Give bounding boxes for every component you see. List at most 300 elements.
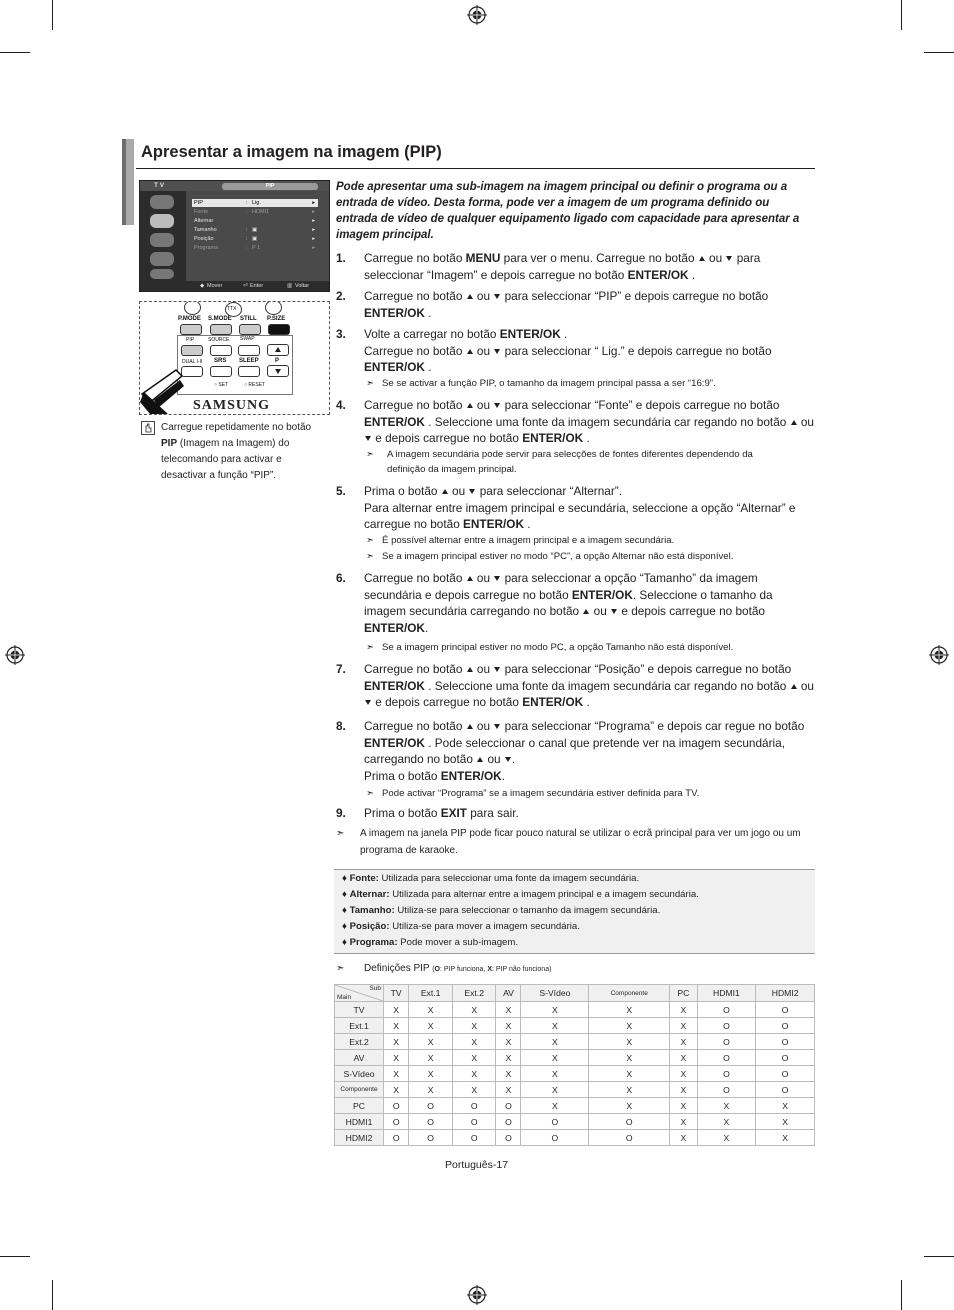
table-cell: X: [496, 1034, 521, 1050]
step-text-part: e depois carregue no botão: [618, 604, 765, 618]
step-key: ENTER/OK: [522, 431, 584, 445]
table-row-header: TV: [335, 1002, 384, 1018]
tv-menu-row: [192, 217, 318, 225]
arrow-up-icon: [467, 724, 473, 729]
step-text: [364, 570, 816, 636]
crop-mark: [52, 0, 53, 30]
step-text-part: .: [688, 267, 696, 282]
step-note: [366, 640, 733, 655]
info-desc: Pode mover a sub-imagem.: [397, 937, 519, 948]
step-text: [364, 718, 816, 784]
remote-channel-up-button[interactable]: [267, 344, 289, 356]
remote-ttx-label: TTX: [227, 306, 237, 312]
table-cell: O: [697, 1018, 756, 1034]
remote-set-label: ○ SET: [214, 382, 229, 388]
tv-menu-row-value: ▣: [252, 227, 258, 233]
arrow-down-icon: [726, 256, 732, 261]
tv-menu-row-arrow-icon: ▸: [312, 200, 315, 206]
table-cell: X: [496, 1066, 521, 1082]
info-desc: Utiliza-se para seleccionar o tamanho da imagem secundária.: [394, 905, 661, 916]
tv-menu-row-value: Lig.: [252, 200, 261, 206]
remote-srs-label: SRS: [214, 358, 227, 364]
remote-still-button[interactable]: [239, 324, 261, 335]
step-text-part: Carregue no botão: [364, 343, 466, 358]
arrow-down-icon: [494, 403, 500, 408]
step-key: ENTER/OK: [463, 517, 525, 531]
table-cell: X: [589, 1066, 670, 1082]
step-text-part: para seleccionar a opção “Tamanho” da imagem secundária e depois carregue no botão: [364, 571, 758, 602]
page-title: Apresentar a imagem na imagem (PIP): [141, 143, 442, 161]
arrow-down-icon: [494, 724, 500, 729]
step-text-part: para seleccionar “PIP” e depois carregue no botão: [501, 289, 769, 303]
tv-menu-row-value: HDMI1: [252, 209, 270, 215]
step-text-part: Prima o botão: [364, 484, 441, 498]
table-cell: O: [496, 1114, 521, 1130]
arrow-down-icon: [494, 294, 500, 299]
table-cell: X: [496, 1082, 521, 1098]
title-rule: [136, 168, 815, 169]
tv-menu-input-icon: [150, 195, 174, 209]
step-text-part: e depois carregue no botão: [372, 431, 523, 445]
table-cell: X: [670, 1098, 697, 1114]
table-cell: X: [496, 1050, 521, 1066]
pip-button-note-bold: PIP: [161, 438, 178, 449]
arrow-down-icon: [365, 436, 371, 441]
table-cell: X: [670, 1002, 697, 1018]
tv-menu-row-label: Posição: [194, 236, 214, 242]
tv-menu-row-label: Fonte: [194, 209, 209, 215]
remote-pmode-button[interactable]: [180, 324, 202, 335]
tv-menu-row: [192, 235, 318, 243]
step-text-part: Carregue no botão: [364, 719, 466, 733]
step-key: ENTER/OK: [364, 360, 425, 374]
step-key: ENTER/OK: [522, 695, 584, 709]
table-cell: X: [384, 1002, 409, 1018]
table-column-header: AV: [496, 985, 521, 1002]
step-text-part: ou: [705, 251, 726, 265]
registration-mark-icon: [929, 645, 949, 665]
tv-menu-sound-icon: [150, 233, 174, 247]
table-cell: X: [589, 1050, 670, 1066]
step-number: 4.: [336, 398, 346, 412]
crop-mark: [901, 0, 902, 30]
table-row: [335, 1114, 815, 1130]
remote-smode-label: S.MODE: [208, 316, 232, 322]
step-note: [366, 786, 699, 801]
table-header-row: [335, 985, 815, 1002]
tv-menu-row-sep: :: [246, 200, 248, 206]
arrow-down-icon: [494, 349, 500, 354]
table-cell: X: [521, 1034, 589, 1050]
table-cell: X: [756, 1130, 815, 1146]
info-desc: Utilizada para seleccionar uma fonte da imagem secundária.: [378, 873, 640, 884]
note-arrow-icon: ➣: [366, 378, 375, 389]
table-row: [335, 1066, 815, 1082]
step-note: [366, 447, 766, 477]
step-text-part: Carregue no botão: [364, 571, 466, 585]
step-note: [366, 549, 733, 564]
step-text-part: para seleccionar “Imagem” e depois carregue no botão: [364, 251, 761, 282]
crop-mark: [52, 1280, 53, 1310]
table-cell: X: [756, 1114, 815, 1130]
pointing-hand-icon: [140, 362, 200, 414]
note-arrow-icon: ➣: [366, 788, 375, 799]
step-number: 3.: [336, 327, 346, 341]
remote-smode-button[interactable]: [210, 324, 232, 335]
table-cell: O: [697, 1050, 756, 1066]
table-cell: X: [452, 1066, 496, 1082]
step-text-part: Carregue no botão: [364, 289, 466, 303]
step-number: 2.: [336, 289, 346, 303]
defs-x: X: [487, 966, 493, 973]
step-key: ENTER/OK: [364, 735, 425, 750]
remote-pip-label: PIP: [186, 337, 195, 343]
step-text-part: para seleccionar “Posição” e depois carregue no botão: [501, 662, 792, 676]
info-term: Fonte:: [349, 873, 379, 884]
table-cell: X: [384, 1082, 409, 1098]
table-cell: X: [409, 1034, 453, 1050]
remote-pip-button[interactable]: [181, 345, 203, 356]
step-text-part: para seleccionar “Alternar”.: [476, 484, 622, 498]
table-column-header: Ext.2: [452, 985, 496, 1002]
table-cell: X: [521, 1018, 589, 1034]
table-cell: O: [409, 1130, 453, 1146]
table-cell: X: [452, 1050, 496, 1066]
table-cell: X: [496, 1002, 521, 1018]
info-term: Alternar:: [349, 889, 390, 900]
arrow-down-icon: [505, 757, 511, 762]
step-text-part: . Seleccione o tamanho da imagem secundária carregando no botão: [364, 587, 773, 618]
arrow-down-icon: [494, 667, 500, 672]
tv-menu-row: [192, 208, 318, 216]
final-note: [336, 825, 811, 859]
step-text: [364, 805, 816, 822]
table-column-header: TV: [384, 985, 409, 1002]
table-column-header: HDMI1: [697, 985, 756, 1002]
info-desc: Utiliza-se para mover a imagem secundária.: [389, 921, 580, 932]
remote-sleep-label: SLEEP: [239, 358, 259, 364]
table-cell: X: [670, 1114, 697, 1130]
tv-menu-row-arrow-icon: ▸: [312, 245, 315, 251]
step-key: ENTER/OK: [571, 587, 633, 602]
note-arrow-icon: ➣: [336, 963, 345, 974]
note-text: Se a imagem principal estiver no modo “PC”, a opção Alternar não está disponível.: [382, 551, 734, 562]
step-text-part: .: [424, 305, 432, 320]
table-cell: X: [756, 1098, 815, 1114]
table-cell: X: [384, 1018, 409, 1034]
step-key: ENTER/OK: [499, 327, 561, 341]
tv-menu-row-arrow-icon: ▸: [312, 209, 315, 215]
arrow-up-icon: [583, 609, 589, 614]
step-text-part: .: [524, 517, 531, 531]
remote-srs-button[interactable]: [210, 366, 232, 377]
table-cell: X: [670, 1050, 697, 1066]
info-item: ♦ Alternar: Utilizada para alternar entre a imagem principal e a imagem secundária.: [342, 889, 699, 900]
arrow-up-icon: [467, 667, 473, 672]
table-cell: X: [670, 1082, 697, 1098]
step-text-part: para seleccionar “Programa” e depois car regue no botão: [501, 719, 805, 733]
table-cell: O: [384, 1114, 409, 1130]
table-cell: X: [589, 1098, 670, 1114]
step-number: 9.: [336, 806, 346, 820]
table-cell: O: [496, 1098, 521, 1114]
note-text: Se a imagem principal estiver no modo PC, a opção Tamanho não está disponível.: [382, 642, 734, 653]
crop-mark: [0, 1256, 30, 1257]
step-text-part: ou: [590, 604, 611, 618]
note-text: A imagem na janela PIP pode ficar pouco natural se utilizar o ecrã principal para ver um jogo ou um programa de karaoke.: [360, 828, 801, 856]
registration-mark-icon: [467, 5, 487, 25]
table-cell: X: [409, 1018, 453, 1034]
table-cell: O: [756, 1066, 815, 1082]
step-key: ENTER/OK: [440, 768, 502, 783]
table-cell: O: [496, 1130, 521, 1146]
remote-set-text: SET: [218, 382, 229, 388]
table-row: [335, 1130, 815, 1146]
tv-menu-row-label: Alternar: [194, 218, 214, 224]
arrow-down-icon: [611, 609, 617, 614]
step-text-part: para seleccionar “ Lig.” e depois carregue no botão: [501, 343, 772, 358]
table-cell: O: [409, 1114, 453, 1130]
table-cell: X: [384, 1050, 409, 1066]
remote-control-illustration: [139, 301, 330, 415]
step-number: 6.: [336, 571, 346, 585]
step-text-part: .: [501, 768, 505, 783]
arrow-up-icon: [791, 684, 797, 689]
table-cell: O: [384, 1130, 409, 1146]
step-key: EXIT: [440, 806, 467, 820]
tv-menu-tab: PIP: [222, 183, 318, 190]
note-text: Pode activar “Programa” se a imagem secundária estiver definida para TV.: [382, 788, 700, 799]
step-number: 1.: [336, 251, 346, 265]
table-cell: X: [589, 1018, 670, 1034]
table-column-header: Ext.1: [409, 985, 453, 1002]
table-cell: O: [697, 1002, 756, 1018]
tv-menu-screenshot: [139, 180, 330, 292]
tv-menu-row-sep: :: [246, 227, 248, 233]
step-text-part: . Pode seleccionar o canal que pretende ver na imagem secundária, carregando no botão: [364, 735, 785, 766]
table-row-header: S-Vídeo: [335, 1066, 384, 1082]
arrow-up-icon: [467, 403, 473, 408]
step-text-part: . Seleccione uma fonte da imagem secundária car regando no botão: [424, 678, 790, 693]
table-cell: X: [697, 1098, 756, 1114]
step-text-part: .: [511, 752, 516, 766]
note-text: É possível alternar entre a imagem principal e a imagem secundária.: [382, 535, 675, 546]
intro-paragraph: Pode apresentar uma sub-imagem na imagem principal ou definir o programa ou a entrada de vídeo. Desta forma, pode ver a imagem de um programa definido ou entrada de vídeo de qualquer equipamento ligado com capacidade para apresentar a imagem principal.: [336, 181, 800, 241]
crop-mark: [0, 52, 30, 53]
info-item: ♦ Posição: Utiliza-se para mover a imagem secundária.: [342, 921, 580, 932]
step-text-part: ou: [473, 289, 494, 303]
table-cell: X: [409, 1050, 453, 1066]
tv-menu-channel-icon: [150, 252, 174, 266]
arrow-up-icon: [467, 294, 473, 299]
crop-mark: [901, 1280, 902, 1310]
remote-reset-text: RESET: [248, 382, 266, 388]
step-text-part: Carregue no botão: [364, 251, 466, 265]
table-cell: O: [756, 1034, 815, 1050]
step-note: [366, 376, 716, 391]
table-row-header: HDMI1: [335, 1114, 384, 1130]
enter-icon: ⏎: [243, 283, 248, 289]
tv-menu-footer: [140, 281, 329, 291]
step-text: [364, 326, 816, 376]
table-cell: O: [452, 1114, 496, 1130]
step-text: [364, 250, 816, 283]
pip-button-note: [161, 420, 321, 484]
chevron-up-icon: [275, 347, 281, 352]
table-cell: X: [697, 1130, 756, 1146]
pip-compatibility-table: [334, 984, 815, 1146]
info-item: ♦ Tamanho: Utiliza-se para seleccionar o tamanho da imagem secundária.: [342, 905, 661, 916]
arrow-up-icon: [442, 489, 448, 494]
table-cell: X: [589, 1082, 670, 1098]
remote-swap-button[interactable]: [238, 345, 260, 356]
table-cell: X: [521, 1050, 589, 1066]
table-cell: X: [521, 1098, 589, 1114]
info-item: ♦ Fonte: Utilizada para seleccionar uma fonte da imagem secundária.: [342, 873, 640, 884]
remote-source-button[interactable]: [210, 345, 232, 356]
table-cell: X: [521, 1002, 589, 1018]
table-cell: X: [384, 1034, 409, 1050]
remote-hand-icon: [141, 421, 155, 435]
remote-top-button-icon: [184, 301, 201, 315]
step-text-part: .: [560, 327, 568, 341]
samsung-logo: SAMSUNG: [193, 398, 271, 413]
table-cell: X: [670, 1018, 697, 1034]
table-row: [335, 1018, 815, 1034]
tv-menu-row-arrow-icon: ▸: [312, 218, 315, 224]
arrow-down-icon: [365, 700, 371, 705]
remote-channel-down-button[interactable]: [267, 365, 289, 377]
step-text-part: .: [424, 620, 429, 635]
step-text-part: .: [583, 431, 590, 445]
registration-mark-icon: [5, 645, 25, 665]
table-cell: X: [670, 1034, 697, 1050]
note-arrow-icon: ➣: [366, 642, 375, 653]
table-cell: O: [589, 1130, 670, 1146]
tv-menu-row-arrow-icon: ▸: [312, 236, 315, 242]
page-footer: Português-17: [445, 1159, 509, 1171]
step-text-part: Volte a carregar no botão: [364, 327, 500, 341]
table-cell: O: [452, 1098, 496, 1114]
step-number: 7.: [336, 662, 346, 676]
pip-definitions-label: ➣ Definições PIP (O: PIP funciona, X: PIP não funciona): [336, 963, 552, 974]
defs-label-text: Definições PIP: [364, 963, 433, 974]
corner-main-label: Main: [337, 994, 352, 1001]
step-number: 8.: [336, 719, 346, 733]
table-cell: O: [756, 1050, 815, 1066]
tv-menu-row-sep: :: [246, 245, 248, 251]
step-text-part: ou: [473, 571, 494, 585]
tv-menu-footer-move: Mover: [207, 283, 223, 289]
note-arrow-icon: ➣: [336, 828, 345, 839]
table-cell: O: [697, 1034, 756, 1050]
move-icon: ◆: [200, 283, 205, 289]
defs-o: O: [434, 966, 440, 973]
step-text-part: .: [424, 360, 432, 374]
step-text-part: ou: [473, 398, 494, 412]
table-cell: X: [452, 1034, 496, 1050]
table-row-header: Ext.2: [335, 1034, 384, 1050]
note-arrow-icon: ➣: [366, 535, 375, 546]
step-text-part: para sair.: [466, 806, 519, 820]
tv-menu-row-arrow-icon: ▸: [312, 227, 315, 233]
remote-reset-label: ○ RESET: [244, 382, 266, 388]
table-row-header: AV: [335, 1050, 384, 1066]
step-text: [364, 661, 816, 711]
table-row: [335, 1002, 815, 1018]
remote-still-label: STILL: [240, 316, 257, 322]
registration-mark-icon: [467, 1285, 487, 1305]
step-note: [366, 533, 674, 548]
table-column-header: S-Vídeo: [521, 985, 589, 1002]
remote-source-label: SOURCE: [208, 337, 230, 343]
pip-button-note-text: (Imagem na Imagem) do telecomando para activar e desactivar a função “PIP”.: [161, 438, 290, 481]
table-cell: O: [521, 1130, 589, 1146]
table-cell: X: [452, 1018, 496, 1034]
table-cell: X: [409, 1082, 453, 1098]
table-corner-cell: [335, 985, 384, 1002]
info-term: Programa:: [349, 937, 398, 948]
arrow-down-icon: [469, 489, 475, 494]
options-info-box: [334, 869, 815, 954]
table-cell: O: [384, 1098, 409, 1114]
table-row-header: PC: [335, 1098, 384, 1114]
table-row-header: Ext.1: [335, 1018, 384, 1034]
note-text: A imagem secundária pode servir para selecções de fontes diferentes dependendo da definição da imagem principal.: [387, 449, 753, 475]
remote-ttx-button-icon: [225, 302, 242, 317]
pip-button-note-text: Carregue repetidamente no botão: [161, 422, 312, 433]
table-row: [335, 1050, 815, 1066]
tv-menu-row-sep: :: [246, 236, 248, 242]
tv-menu-row: [192, 244, 318, 252]
step-key: ENTER/OK: [627, 267, 689, 282]
table-row: [335, 1082, 815, 1098]
table-cell: X: [670, 1066, 697, 1082]
table-cell: X: [697, 1114, 756, 1130]
info-item: ♦ Programa: Pode mover a sub-imagem.: [342, 937, 519, 948]
table-row-header: HDMI2: [335, 1130, 384, 1146]
tv-menu-label: T V: [154, 182, 165, 189]
remote-sleep-button[interactable]: [238, 366, 260, 377]
step-key: ENTER/OK: [364, 678, 425, 693]
tv-menu-setup-icon: [150, 269, 174, 279]
remote-psize-button[interactable]: [268, 324, 290, 335]
tv-menu-row: [192, 226, 318, 234]
table-column-header: HDMI2: [756, 985, 815, 1002]
tv-menu-row-label: Programa: [194, 245, 219, 251]
tv-menu-picture-icon: [150, 214, 174, 228]
step-text-part: Para alternar entre imagem principal e secundária, seleccione a opção “Alternar” e carregue no botão: [364, 500, 796, 531]
arrow-up-icon: [699, 256, 705, 261]
arrow-up-icon: [467, 576, 473, 581]
table-cell: O: [756, 1002, 815, 1018]
crop-mark: [924, 52, 954, 53]
tv-menu-footer-back: Voltar: [295, 283, 310, 289]
table-cell: X: [409, 1002, 453, 1018]
defs-o-text: : PIP funciona,: [439, 966, 488, 973]
remote-dual-label: DUAL I-II: [182, 359, 203, 365]
table-cell: X: [589, 1002, 670, 1018]
table-column-header: PC: [670, 985, 697, 1002]
arrow-up-icon: [477, 757, 483, 762]
table-row: [335, 1098, 815, 1114]
note-text: Se se activar a função PIP, o tamanho da imagem principal passa a ser “16:9”.: [382, 378, 716, 389]
table-cell: O: [697, 1082, 756, 1098]
step-text-part: Carregue no botão: [364, 662, 466, 676]
step-text-part: Prima o botão: [364, 768, 441, 783]
info-desc: Utilizada para alternar entre a imagem principal e a imagem secundária.: [389, 889, 699, 900]
remote-p-label: P: [275, 358, 280, 364]
